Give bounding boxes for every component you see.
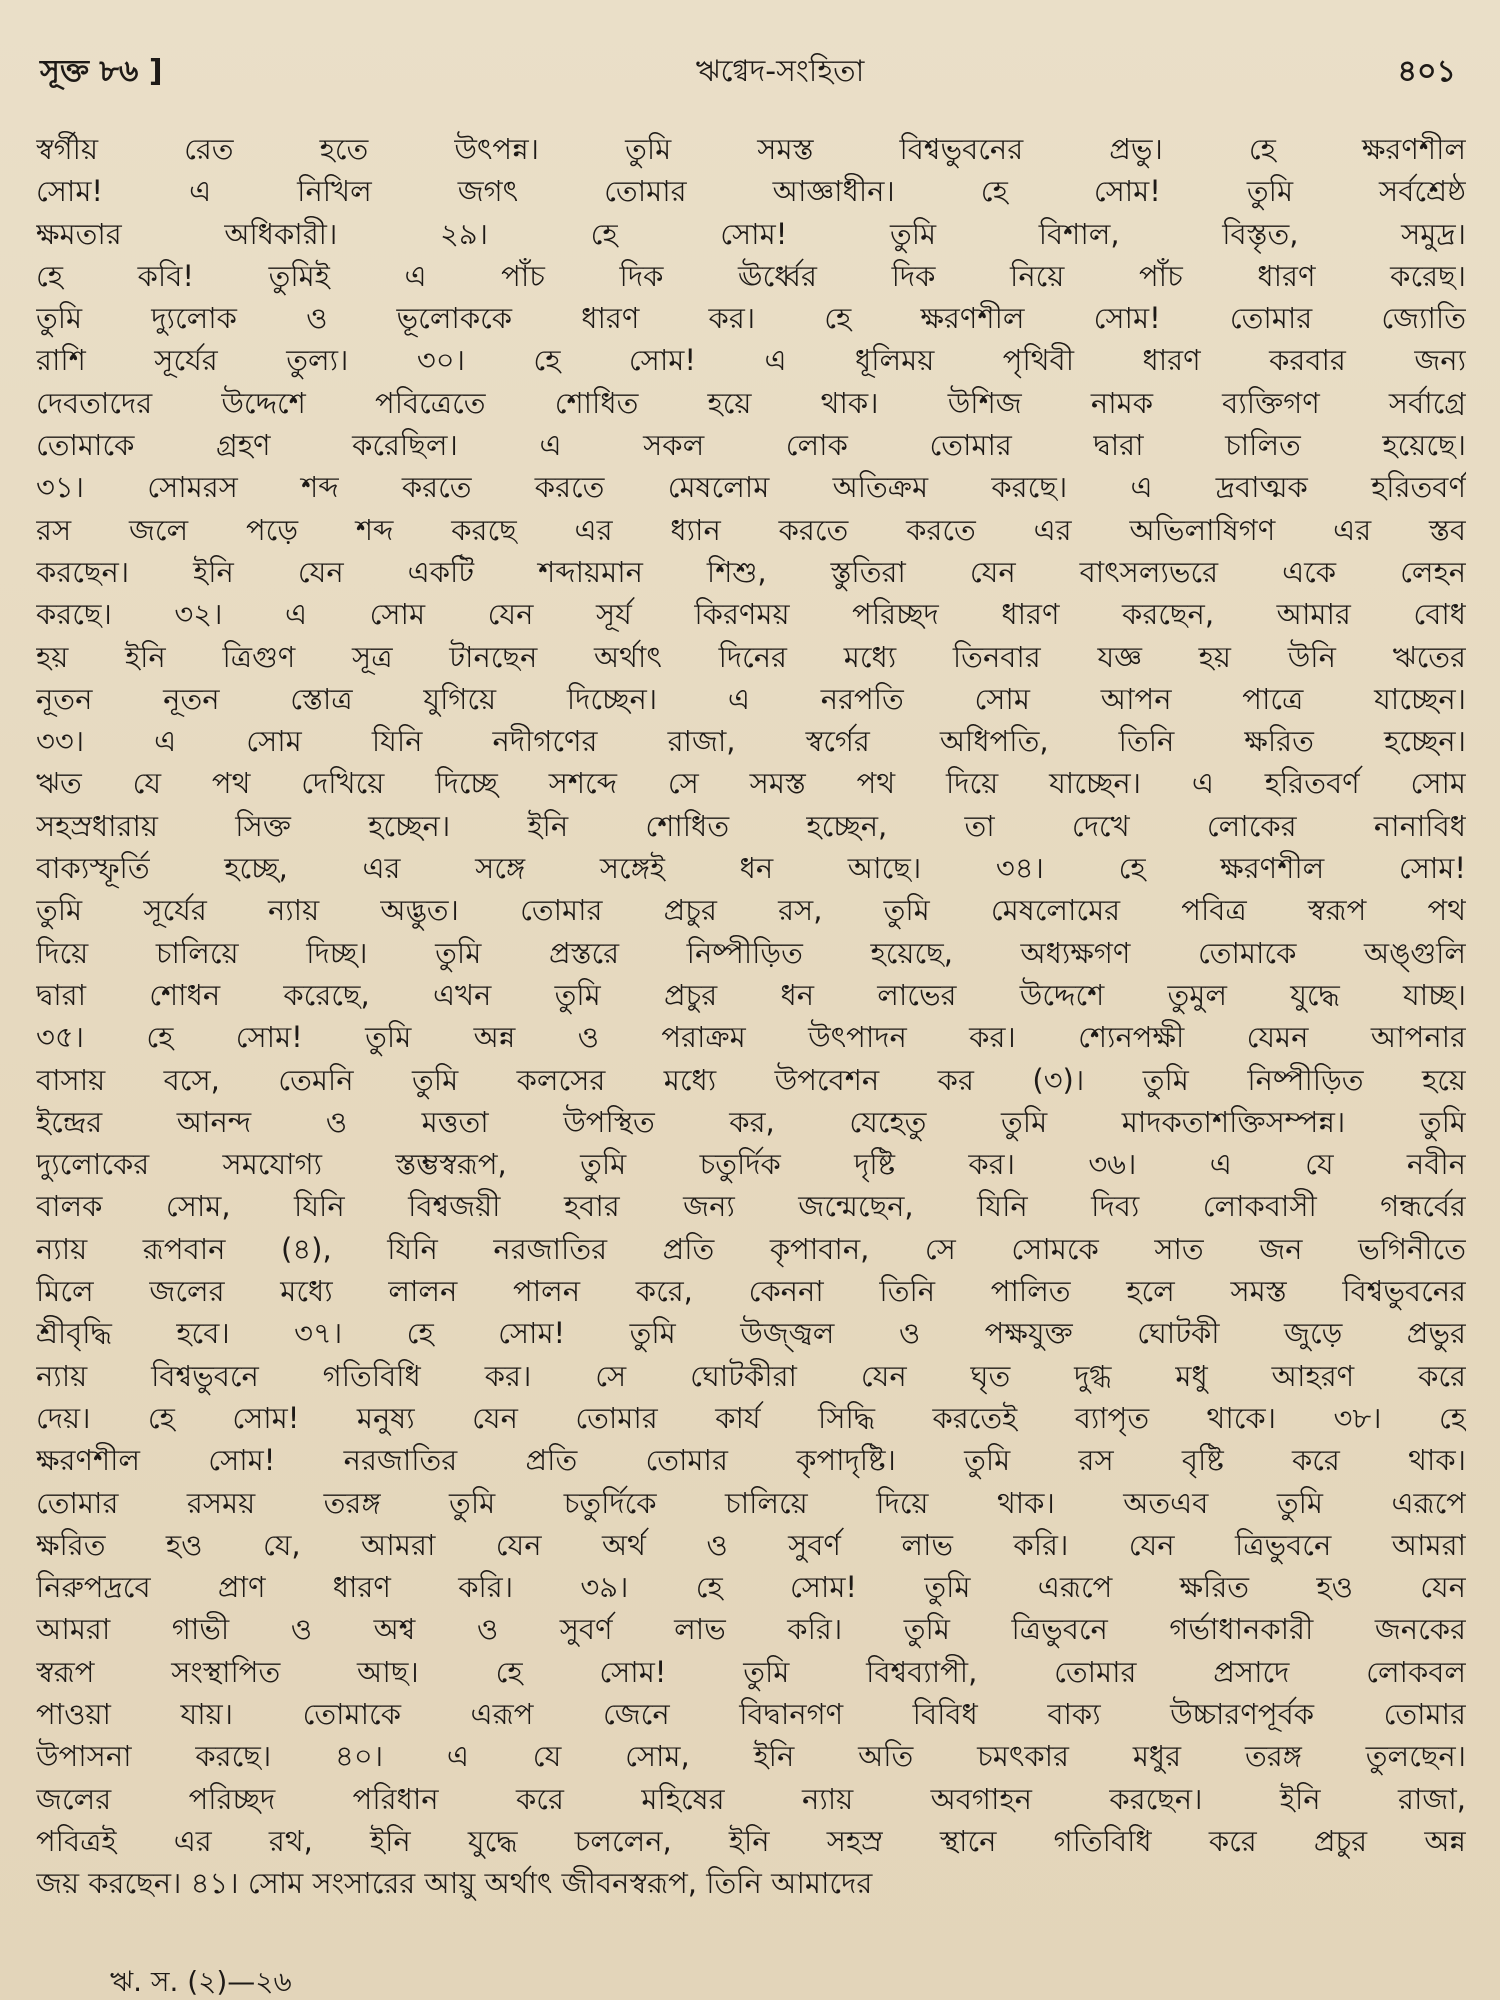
text-line: তোমার রসময় তরঙ্গ তুমি চতুর্দিকে চালিয়ে দিয়ে থাক। অতএব তুমি এরূপে: [36, 1485, 1466, 1520]
text-line: দেয়। হে সোম! মনুষ্য যেন তোমার কার্য সিদ্ধি করতেই ব্যাপৃত থাকে। ৩৮। হে: [36, 1400, 1466, 1435]
text-line: করছেন। ইনি যেন একটি শব্দায়মান শিশু, স্তুতিরা যেন বাৎসল্যভরে একে লেহন: [36, 554, 1466, 589]
text-line: জলের পরিচ্ছদ পরিধান করে মহিষের ন্যায় অবগাহন করছেন। ইনি রাজা,: [36, 1781, 1466, 1816]
text-line: ঋত যে পথ দেখিয়ে দিচ্ছে সশব্দে সে সমস্ত পথ দিয়ে যাচ্ছেন। এ হরিতবর্ণ সোম: [36, 766, 1466, 801]
text-line: নিরুপদ্রবে প্রাণ ধারণ করি। ৩৯। হে সোম! তুমি এরূপে ক্ষরিত হও যেন: [36, 1570, 1466, 1605]
sukta-number: সূক্ত ৮৬ ]: [40, 54, 163, 89]
text-line: দ্বারা শোধন করেছে, এখন তুমি প্রচুর ধন লাভের উদ্দেশে তুমুল যুদ্ধে যাচ্ছ।: [36, 977, 1466, 1012]
text-line: আমরা গাভী ও অশ্ব ও সুবর্ণ লাভ করি। তুমি ত্রিভুবনে গর্ভাধানকারী জনকের: [36, 1612, 1466, 1647]
text-line: ন্যায় বিশ্বভুবনে গতিবিধি কর। সে ঘোটকীরা যেন ঘৃত দুগ্ধ মধু আহরণ করে: [36, 1358, 1466, 1393]
text-line: দ্যুলোকের সমযোগ্য স্তম্ভস্বরূপ, তুমি চতুর্দিক দৃষ্টি কর। ৩৬। এ যে নবীন: [36, 1147, 1466, 1182]
text-line: মিলে জলের মধ্যে লালন পালন করে, কেননা তিনি পালিত হলে সমস্ত বিশ্বভুবনের: [36, 1274, 1466, 1309]
text-line: ক্ষরিত হও যে, আমরা যেন অর্থ ও সুবর্ণ লাভ করি। যেন ত্রিভুবনে আমরা: [36, 1527, 1466, 1562]
text-line: রস জলে পড়ে শব্দ করছে এর ধ্যান করতে করতে এর অভিলাষিগণ এর স্তব: [36, 512, 1466, 547]
text-line: নূতন নূতন স্তোত্র যুগিয়ে দিচ্ছেন। এ নরপতি সোম আপন পাত্রে যাচ্ছেন।: [36, 681, 1466, 716]
text-line: রাশি সূর্যের তুল্য। ৩০। হে সোম! এ ধূলিময় পৃথিবী ধারণ করবার জন্য: [36, 343, 1466, 378]
text-line: ইন্দ্রের আনন্দ ও মত্ততা উপস্থিত কর, যেহেতু তুমি মাদকতাশক্তিসম্পন্ন। তুমি: [36, 1104, 1466, 1139]
text-line: ৩৫। হে সোম! তুমি অন্ন ও পরাক্রম উৎপাদন কর। শ্যেনপক্ষী যেমন আপনার: [36, 1020, 1466, 1055]
text-line: জয় করছেন। ৪১। সোম সংসারের আয়ু অর্থাৎ জীবনস্বরূপ, তিনি আমাদের: [36, 1866, 873, 1901]
text-line: সোম! এ নিখিল জগৎ তোমার আজ্ঞাধীন। হে সোম! তুমি সর্বশ্রেষ্ঠ: [36, 174, 1466, 209]
text-line: হে কবি! তুমিই এ পাঁচ দিক ঊর্ধ্বের দিক নিয়ে পাঁচ ধারণ করেছ।: [36, 258, 1466, 293]
text-line: ৩১। সোমরস শব্দ করতে করতে মেষলোম অতিক্রম করছে। এ দ্রবাত্মক হরিতবর্ণ: [36, 470, 1466, 505]
text-line: পাওয়া যায়। তোমাকে এরূপ জেনে বিদ্বানগণ বিবিধ বাক্য উচ্চারণপূর্বক তোমার: [36, 1696, 1466, 1731]
text-line: বাসায় বসে, তেমনি তুমি কলসের মধ্যে উপবেশন কর (৩)। তুমি নিষ্পীড়িত হয়ে: [36, 1062, 1466, 1097]
text-line: তোমাকে গ্রহণ করেছিল। এ সকল লোক তোমার দ্বারা চালিত হয়েছে।: [36, 428, 1466, 463]
text-line: দেবতাদের উদ্দেশে পবিত্রেতে শোধিত হয়ে থাক। উশিজ নামক ব্যক্তিগণ সর্বাগ্রে: [36, 385, 1466, 420]
text-line: হয় ইনি ত্রিগুণ সূত্র টানছেন অর্থাৎ দিনের মধ্যে তিনবার যজ্ঞ হয় উনি ঋতের: [36, 639, 1466, 674]
text-line: উপাসনা করছে। ৪০। এ যে সোম, ইনি অতি চমৎকার মধুর তরঙ্গ তুলছেন।: [36, 1739, 1466, 1774]
text-line: দিয়ে চালিয়ে দিচ্ছ। তুমি প্রস্তরে নিষ্পীড়িত হয়েছে, অধ্যক্ষগণ তোমাকে অঙ্গুলি: [36, 935, 1466, 970]
text-line: তুমি দ্যুলোক ও ভূলোককে ধারণ কর। হে ক্ষরণশীল সোম! তোমার জ্যোতি: [36, 301, 1466, 336]
signature-mark: ঋ. স. (২)—২৬: [110, 1965, 292, 1998]
text-line: স্বর্গীয় রেত হতে উৎপন্ন। তুমি সমস্ত বিশ্বভুবনের প্রভু। হে ক্ষরণশীল: [36, 132, 1466, 166]
book-title: ঋগ্বেদ-সংহিতা: [695, 54, 865, 89]
page-number: ৪০১: [1397, 54, 1456, 89]
text-line: শ্রীবৃদ্ধি হবে। ৩৭। হে সোম! তুমি উজ্জ্বল ও পক্ষযুক্ত ঘোটকী জুড়ে প্রভুর: [36, 1316, 1466, 1351]
text-line: পবিত্রই এর রথ, ইনি যুদ্ধে চললেন, ইনি সহস্র স্থানে গতিবিধি করে প্রচুর অন্ন: [36, 1823, 1466, 1858]
text-line: ক্ষরণশীল সোম! নরজাতির প্রতি তোমার কৃপাদৃষ্টি। তুমি রস বৃষ্টি করে থাক।: [36, 1443, 1466, 1478]
running-head: [36, 52, 1466, 92]
text-line: করছে। ৩২। এ সোম যেন সূর্য কিরণময় পরিচ্ছদ ধারণ করছেন, আমার বোধ: [36, 597, 1466, 632]
text-line: ন্যায় রূপবান (৪), যিনি নরজাতির প্রতি কৃপাবান, সে সোমকে সাত জন ভগিনীতে: [36, 1231, 1466, 1266]
text-line: বাক্যস্ফূর্তি হচ্ছে, এর সঙ্গে সঙ্গেই ধন আছে। ৩৪। হে ক্ষরণশীল সোম!: [36, 851, 1466, 886]
text-line: বালক সোম, যিনি বিশ্বজয়ী হবার জন্য জন্মেছেন, যিনি দিব্য লোকবাসী গন্ধর্বের: [36, 1189, 1466, 1224]
body-text: [36, 128, 1466, 1904]
text-line: তুমি সূর্যের ন্যায় অদ্ভুত। তোমার প্রচুর রস, তুমি মেষলোমের পবিত্র স্বরূপ পথ: [36, 893, 1466, 928]
text-line: সহস্রধারায় সিক্ত হচ্ছেন। ইনি শোধিত হচ্ছেন, তা দেখে লোকের নানাবিধ: [36, 808, 1466, 843]
text-line: ক্ষমতার অধিকারী। ২৯। হে সোম! তুমি বিশাল, বিস্তৃত, সমুদ্র।: [36, 216, 1466, 251]
text-line: স্বরূপ সংস্থাপিত আছ। হে সোম! তুমি বিশ্বব্যাপী, তোমার প্রসাদে লোকবল: [36, 1654, 1466, 1689]
text-line: ৩৩। এ সোম যিনি নদীগণের রাজা, স্বর্গের অধিপতি, তিনি ক্ষরিত হচ্ছেন।: [36, 724, 1466, 759]
